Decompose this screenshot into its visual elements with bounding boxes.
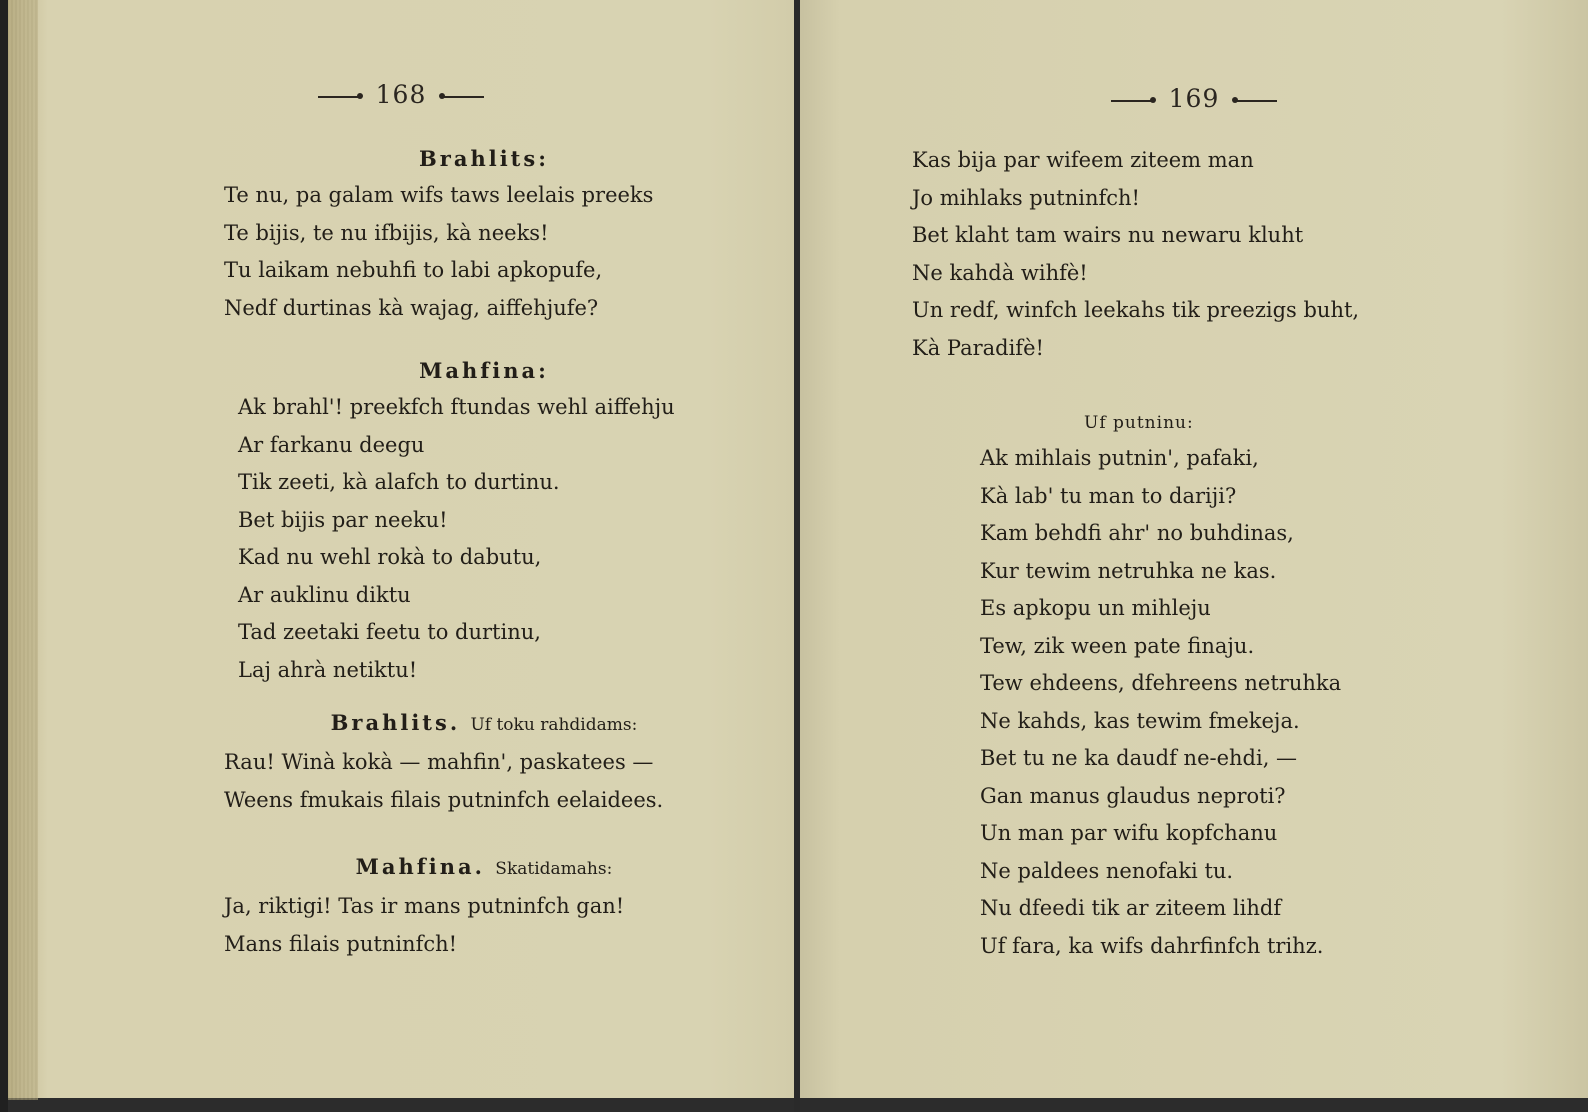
left-page-number: 168 (375, 80, 427, 109)
verse-line: Rau! Winà kokà — mahfin', paskatees — (224, 750, 654, 774)
section-brahlits-1 (224, 140, 744, 327)
left-ornament-icon (1111, 100, 1153, 102)
stage-direction: Skatidamahs: (495, 859, 613, 879)
verse-line: Kam behdfi ahr' no buhdinas, (980, 521, 1294, 545)
verse-line: Es apkopu un mihleju (980, 596, 1211, 620)
verse-line: Nu dfeedi tik ar ziteem lihdf (980, 896, 1282, 920)
verse-line: Un redf, winfch leekahs tik preezigs buht, (912, 298, 1360, 322)
verse-line: Kas bija par wifeem ziteem man (912, 148, 1254, 172)
speaker-name: Brahlits. (330, 710, 461, 735)
verse-line: Tik zeeti, kà alafch to durtinu. (238, 470, 560, 494)
verse-line: Kà lab' tu man to dariji? (980, 483, 1237, 508)
verse-line: Te nu, pa galam wifs taws leelais preeks (224, 183, 654, 207)
verse-line: Laj ahrà netiktu! (238, 657, 418, 682)
address-heading: Uf putninu: (1084, 413, 1194, 433)
verse-line: Ne kahds, kas tewim fmekeja. (980, 708, 1300, 733)
verse-line: Kà Paradifè! (912, 335, 1044, 360)
verse-line: Ar farkanu deegu (238, 432, 425, 457)
right-page-header (800, 84, 1588, 113)
speaker-name: Brahlits: (419, 146, 549, 171)
speaker-line (224, 848, 744, 888)
verse-line: Jo mihlaks putninfch! (912, 185, 1140, 210)
right-page-number: 169 (1168, 84, 1220, 113)
verse-line: Ne kahdà wihfè! (912, 260, 1088, 285)
section-mahfina-1 (224, 352, 744, 689)
verse-line: Ne paldees nenofaki tu. (980, 858, 1234, 883)
speaker-name: Mahfina: (419, 358, 549, 383)
left-page (8, 0, 794, 1112)
verse-line: Tad zeetaki feetu to durtinu, (238, 620, 541, 644)
verse-line: Uf fara, ka wifs dahrfinfch trihz. (980, 933, 1324, 958)
verse-line: Un man par wifu kopfchanu (980, 821, 1278, 845)
section-brahlits-2 (224, 704, 744, 819)
section-mahfina-2 (224, 848, 744, 963)
verse-line: Te bijis, te nu ifbijis, kà neeks! (224, 220, 549, 245)
verse-line: Ja, riktigi! Tas ir mans putninfch gan! (224, 894, 625, 918)
left-page-header (8, 80, 794, 109)
verse-line: Bet klaht tam wairs nu newaru kluht (912, 223, 1304, 247)
verse-line: Ak mihlais putnin', pafaki, (980, 446, 1259, 470)
page-edge (8, 0, 38, 1100)
right-ornament-icon (442, 96, 484, 98)
stage-direction: Uf toku rahdidams: (470, 715, 638, 735)
verse-line: Tew, zik ween pate finaju. (980, 633, 1255, 658)
right-page (800, 0, 1588, 1112)
verse-line: Bet tu ne ka daudf ne-ehdi, — (980, 746, 1298, 770)
right-ornament-icon (1235, 100, 1277, 102)
verse-line: Gan manus glaudus neproti? (980, 783, 1286, 808)
intro-stanza (912, 142, 1512, 367)
speaker-line (224, 704, 744, 744)
verse-line: Mans filais putninfch! (224, 931, 458, 956)
left-ornament-icon (318, 96, 360, 98)
verse-line: Ak brahl'! preekfch ftundas wehl aiffehju (238, 395, 675, 419)
verse-line: Tew ehdeens, dfehreens netruhka (980, 671, 1342, 695)
address-section (980, 406, 1500, 965)
verse-line: Ar auklinu diktu (238, 582, 411, 607)
verse-line: Kur tewim netruhka ne kas. (980, 558, 1277, 583)
verse-line: Nedf durtinas kà wajag, aiffehjufe? (224, 295, 599, 320)
verse-line: Kad nu wehl rokà to dabutu, (238, 545, 542, 569)
verse-line: Bet bijis par neeku! (238, 507, 448, 532)
verse-line: Weens fmukais filais putninfch eelaidees. (224, 787, 664, 812)
verse-line: Tu laikam nebuhfi to labi apkopufe, (224, 258, 603, 282)
speaker-name: Mahfina. (355, 854, 485, 879)
